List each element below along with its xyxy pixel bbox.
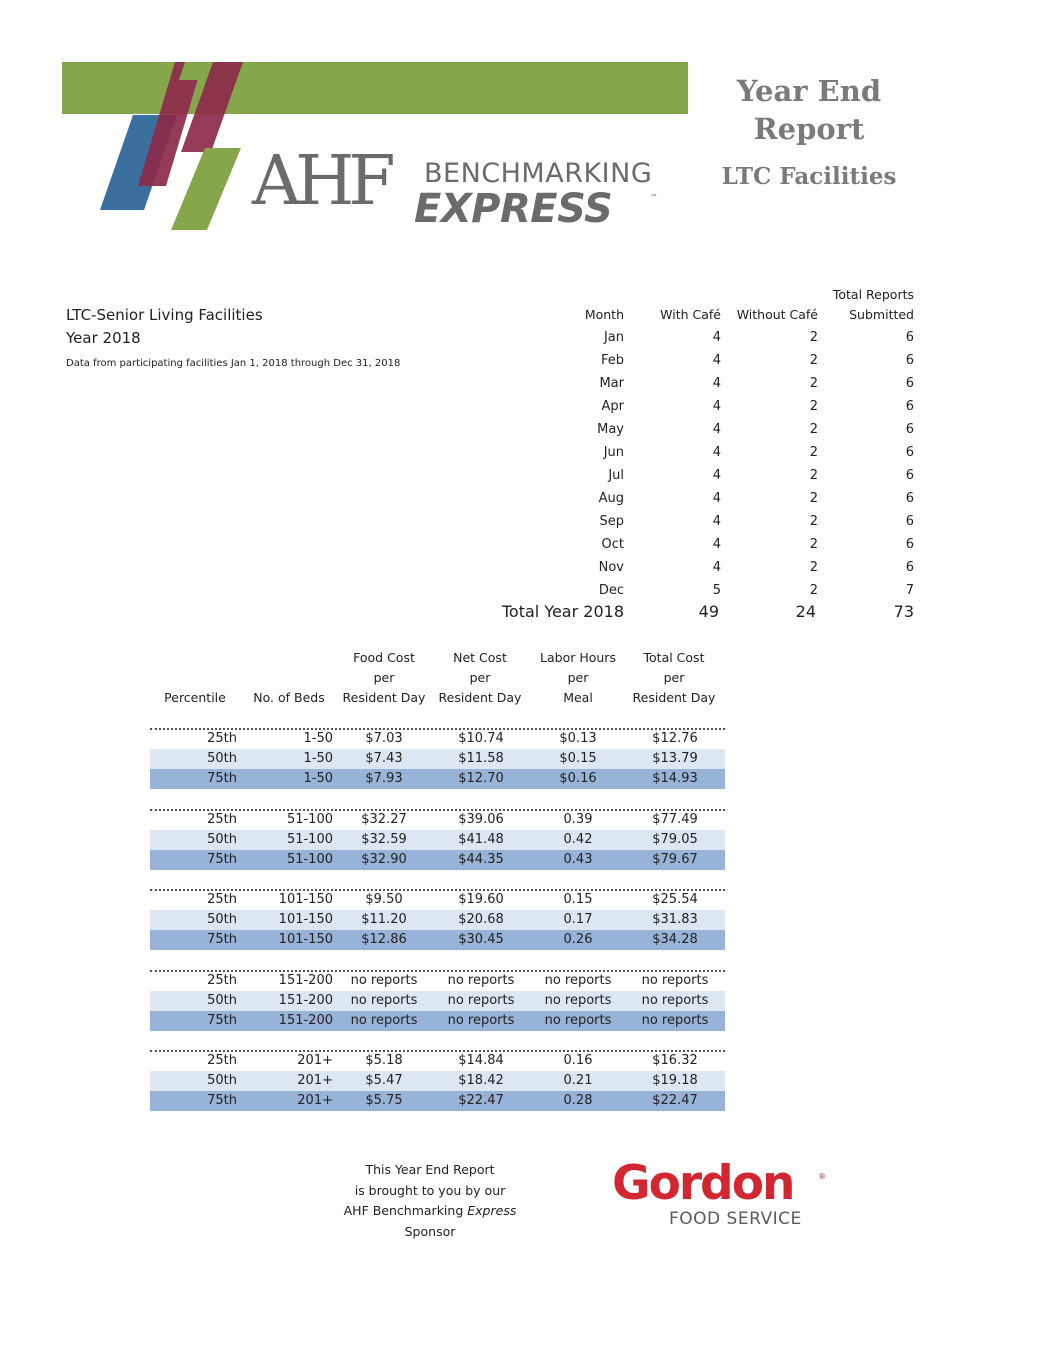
month-name: Aug (598, 491, 624, 506)
percentile-cell: 50th (207, 992, 237, 1008)
total-cost-cell: $31.83 (652, 912, 698, 928)
labor-hours-cell: no reports (544, 1012, 612, 1028)
percentile-cell: 75th (207, 851, 237, 867)
with-cafe-count: 4 (712, 537, 721, 552)
total-cost-cell: $79.05 (652, 831, 698, 847)
percentile-row (150, 1091, 725, 1111)
net-cost-cell: no reports (447, 992, 515, 1008)
percentile-row (150, 1071, 725, 1091)
labor-hours-cell: 0.28 (563, 1093, 593, 1109)
total-cost-cell: no reports (641, 992, 709, 1008)
total-cost-cell: $13.79 (652, 751, 698, 767)
total-label: Total Year 2018 (501, 602, 624, 621)
total-cost-cell: $12.76 (652, 731, 698, 746)
food-cost-cell: $12.86 (361, 932, 407, 948)
beds-cell: 51-100 (286, 851, 333, 867)
header-labor-hours-l3: Meal (563, 690, 593, 705)
labor-hours-cell: no reports (544, 972, 612, 988)
brand-express: EXPRESS (414, 186, 613, 232)
percentile-cell: 25th (207, 892, 237, 907)
header-labor-hours (530, 648, 626, 708)
header-net-cost-l2: per (469, 670, 491, 685)
percentile-cell: 75th (207, 1093, 237, 1109)
percentile-cell: 25th (207, 811, 237, 827)
net-cost-cell: $11.58 (458, 751, 504, 767)
food-cost-cell: $32.27 (361, 811, 407, 827)
month-name: Sep (599, 514, 624, 529)
percentile-cell: 25th (207, 1053, 237, 1068)
report-subtitle: LTC Facilities (721, 163, 897, 190)
header-labor-hours-l1: Labor Hours (540, 650, 616, 665)
with-cafe-count: 4 (712, 353, 721, 368)
year-label: Year 2018 (66, 329, 141, 347)
sponsor-line-3-a: AHF Benchmarking (343, 1203, 464, 1218)
food-cost-cell: $9.50 (365, 892, 403, 907)
food-cost-cell: no reports (350, 1012, 418, 1028)
percentile-row (150, 930, 725, 950)
net-cost-cell: $10.74 (458, 731, 504, 746)
food-cost-cell: $7.43 (365, 751, 403, 767)
food-cost-cell: $5.18 (365, 1053, 403, 1068)
month-name: Apr (601, 399, 624, 414)
net-cost-cell: $12.70 (458, 771, 504, 787)
percentile-row (150, 830, 725, 850)
header-total-line1: Total Reports (832, 287, 914, 302)
with-cafe-count: 4 (712, 330, 721, 345)
percentile-row (150, 810, 725, 830)
percentile-row (150, 991, 725, 1011)
total-count: 6 (905, 399, 914, 414)
total-count: 6 (905, 491, 914, 506)
labor-hours-cell: $0.16 (559, 771, 597, 787)
total-count: 6 (905, 445, 914, 460)
without-cafe-count: 2 (809, 399, 818, 414)
month-name: Jul (608, 468, 624, 483)
total-count: 7 (905, 583, 914, 598)
header-percentile: Percentile (164, 690, 226, 705)
percentile-row (150, 971, 725, 991)
beds-cell: 101-150 (278, 892, 333, 907)
percentile-cell: 50th (207, 751, 237, 767)
header-month: Month (584, 307, 624, 322)
total-all: 73 (893, 602, 914, 621)
header-total-cost-l2: per (663, 670, 685, 685)
labor-hours-cell: 0.43 (563, 851, 593, 867)
header-total-cost (626, 648, 722, 708)
beds-cell: 1-50 (303, 751, 333, 767)
food-cost-cell: no reports (350, 972, 418, 988)
food-cost-cell: $32.90 (361, 851, 407, 867)
percentile-row (150, 1051, 725, 1071)
food-cost-cell: $5.47 (365, 1073, 403, 1089)
percentile-row (150, 729, 725, 749)
brand-ahf: AHF (252, 142, 390, 221)
without-cafe-count: 2 (809, 376, 818, 391)
percentile-row (150, 769, 725, 789)
sponsor-line-4: Sponsor (404, 1223, 456, 1239)
total-cost-cell: $79.67 (652, 851, 698, 867)
beds-cell: 1-50 (303, 771, 333, 787)
month-name: Oct (601, 537, 624, 552)
beds-cell: 151-200 (278, 992, 333, 1008)
sponsor-line-3 (330, 1201, 530, 1222)
total-cost-cell: $25.54 (652, 892, 698, 907)
total-count: 6 (905, 537, 914, 552)
net-cost-cell: $14.84 (458, 1053, 504, 1068)
percentile-cell: 75th (207, 932, 237, 948)
without-cafe-count: 2 (809, 537, 818, 552)
net-cost-cell: no reports (447, 972, 515, 988)
without-cafe-count: 2 (809, 445, 818, 460)
labor-hours-cell: 0.26 (563, 932, 593, 948)
month-name: Dec (598, 583, 624, 598)
header-total-cost-l1: Total Cost (643, 650, 705, 665)
net-cost-cell: no reports (447, 1012, 515, 1028)
without-cafe-count: 2 (809, 468, 818, 483)
total-count: 6 (905, 330, 914, 345)
total-cost-cell: $34.28 (652, 932, 698, 948)
labor-hours-cell: 0.17 (563, 912, 593, 928)
logo-green-stripe (171, 148, 241, 230)
percentile-row (150, 850, 725, 870)
beds-cell: 201+ (297, 1053, 333, 1068)
labor-hours-cell: no reports (544, 992, 612, 1008)
total-cost-cell: no reports (641, 1012, 709, 1028)
month-name: May (597, 422, 624, 437)
month-name: Jun (603, 445, 624, 460)
total-count: 6 (905, 376, 914, 391)
beds-cell: 151-200 (278, 1012, 333, 1028)
gordon-name: Gordon (612, 1156, 794, 1211)
net-cost-cell: $18.42 (458, 1073, 504, 1089)
header-with-cafe: With Café (660, 307, 721, 322)
food-cost-cell: no reports (350, 992, 418, 1008)
percentile-cell: 50th (207, 912, 237, 928)
sponsor-line-2: is brought to you by our (354, 1182, 506, 1198)
percentile-row (150, 1011, 725, 1031)
with-cafe-count: 4 (712, 376, 721, 391)
with-cafe-count: 4 (712, 422, 721, 437)
without-cafe-count: 2 (809, 560, 818, 575)
beds-cell: 101-150 (278, 932, 333, 948)
sponsor-line-1: This Year End Report (365, 1162, 495, 1177)
net-cost-cell: $19.60 (458, 892, 504, 907)
data-range-note: Data from participating facilities Jan 1, 2018 through Dec 31, 2018 (66, 358, 401, 369)
percentile-cell: 25th (207, 731, 237, 746)
without-cafe-count: 2 (809, 583, 818, 598)
total-with-cafe: 49 (698, 602, 719, 621)
header-beds: No. of Beds (253, 690, 325, 705)
header-food-cost-l2: per (373, 670, 395, 685)
beds-cell: 51-100 (286, 831, 333, 847)
total-cost-cell: $77.49 (652, 811, 698, 827)
without-cafe-count: 2 (809, 491, 818, 506)
percentile-cell: 75th (207, 1012, 237, 1028)
beds-cell: 51-100 (286, 811, 333, 827)
month-name: Mar (599, 376, 624, 391)
beds-cell: 1-50 (303, 731, 333, 746)
beds-cell: 101-150 (278, 912, 333, 928)
month-name: Feb (600, 353, 624, 368)
beds-cell: 201+ (297, 1093, 333, 1109)
header-net-cost-l3: Resident Day (438, 690, 522, 705)
facility-type: LTC-Senior Living Facilities (66, 306, 263, 324)
sponsor-text (330, 1160, 530, 1242)
header-total-cost-l3: Resident Day (632, 690, 716, 705)
total-cost-cell: $22.47 (652, 1093, 698, 1109)
net-cost-cell: $39.06 (458, 811, 504, 827)
net-cost-cell: $20.68 (458, 912, 504, 928)
labor-hours-cell: 0.21 (563, 1073, 593, 1089)
gordon-food-service-logo (612, 1156, 827, 1229)
net-cost-cell: $30.45 (458, 932, 504, 948)
labor-hours-cell: $0.15 (559, 751, 597, 767)
with-cafe-count: 4 (712, 399, 721, 414)
total-count: 6 (905, 560, 914, 575)
food-cost-cell: $7.93 (365, 771, 403, 787)
report-title: Year End Report (736, 74, 882, 146)
total-count: 6 (905, 514, 914, 529)
food-cost-cell: $11.20 (361, 912, 407, 928)
without-cafe-count: 2 (809, 330, 818, 345)
with-cafe-count: 4 (712, 445, 721, 460)
brand-trademark: ™ (650, 193, 658, 202)
with-cafe-count: 4 (712, 491, 721, 506)
percentile-row (150, 749, 725, 769)
percentile-cell: 50th (207, 831, 237, 847)
brand-benchmarking: BENCHMARKING (424, 158, 653, 189)
labor-hours-cell: 0.15 (563, 892, 593, 907)
sponsor-line-3-b: Express (467, 1203, 517, 1218)
month-name: Nov (598, 560, 624, 575)
food-cost-cell: $5.75 (365, 1093, 403, 1109)
with-cafe-count: 4 (712, 514, 721, 529)
total-cost-cell: $19.18 (652, 1073, 698, 1089)
total-cost-cell: $16.32 (652, 1053, 698, 1068)
month-name: Jan (603, 330, 624, 345)
without-cafe-count: 2 (809, 422, 818, 437)
percentile-cell: 50th (207, 1073, 237, 1089)
with-cafe-count: 5 (712, 583, 721, 598)
without-cafe-count: 2 (809, 514, 818, 529)
percentile-row (150, 890, 725, 910)
beds-cell: 201+ (297, 1073, 333, 1089)
labor-hours-cell: 0.39 (563, 811, 593, 827)
food-cost-cell: $32.59 (361, 831, 407, 847)
with-cafe-count: 4 (712, 468, 721, 483)
header-net-cost-l1: Net Cost (453, 650, 507, 665)
header-total-line2: Submitted (849, 307, 914, 322)
total-count: 6 (905, 422, 914, 437)
total-cost-cell: no reports (641, 972, 709, 988)
without-cafe-count: 2 (809, 353, 818, 368)
total-cost-cell: $14.93 (652, 771, 698, 787)
labor-hours-cell: 0.42 (563, 831, 593, 847)
with-cafe-count: 4 (712, 560, 721, 575)
percentile-row (150, 910, 725, 930)
header-labor-hours-l2: per (567, 670, 589, 685)
header-food-cost-l1: Food Cost (353, 650, 415, 665)
header-net-cost (432, 648, 528, 708)
header-without-cafe: Without Café (736, 307, 818, 322)
percentile-cell: 75th (207, 771, 237, 787)
food-cost-cell: $7.03 (365, 731, 403, 746)
gordon-sub: FOOD SERVICE (669, 1209, 802, 1229)
header-food-cost (336, 648, 432, 708)
net-cost-cell: $44.35 (458, 851, 504, 867)
ahf-logo-graphic (95, 60, 255, 235)
beds-cell: 151-200 (278, 972, 333, 988)
header-food-cost-l3: Resident Day (342, 690, 426, 705)
percentile-cell: 25th (207, 972, 237, 988)
labor-hours-cell: $0.13 (559, 731, 597, 746)
labor-hours-cell: 0.16 (563, 1053, 593, 1068)
total-without-cafe: 24 (795, 602, 816, 621)
net-cost-cell: $22.47 (458, 1093, 504, 1109)
net-cost-cell: $41.48 (458, 831, 504, 847)
total-count: 6 (905, 353, 914, 368)
total-count: 6 (905, 468, 914, 483)
gordon-registered-mark: ® (818, 1172, 826, 1181)
